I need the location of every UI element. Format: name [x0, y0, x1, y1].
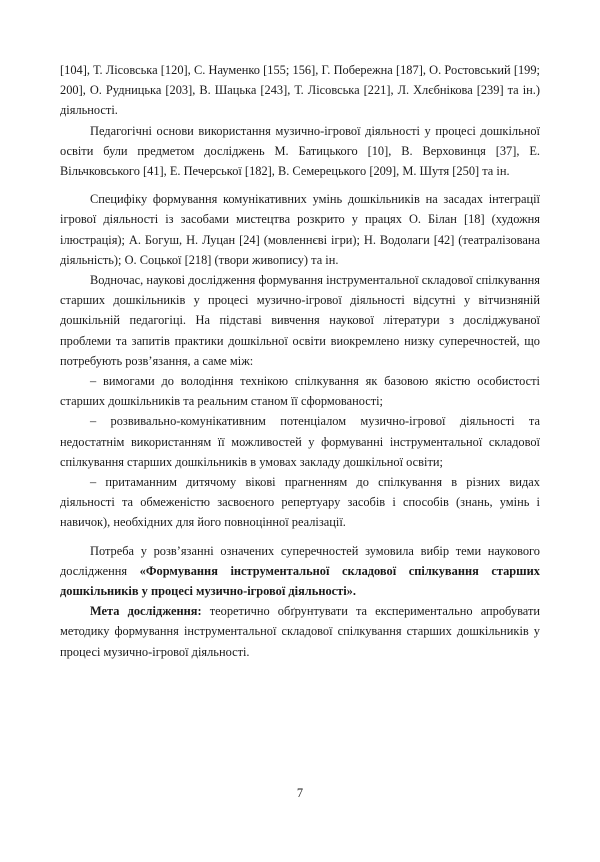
- paragraph-research-topic: [60, 541, 540, 602]
- research-topic-intro: Потреба у розв’язанні означених суперечностей зумовила вибір теми наукового дослідження: [60, 543, 540, 578]
- paragraph-pedagogical-foundations: Педагогічні основи використання музично-ігрової діяльності у процесі дошкільної освіти були предметом досліджень М. Батицького [10], В. Верховинця [37], Е. Вільчковського [41], Е. Печерської [182], В. Семерецького [209], М. Шутя [250] та ін.: [60, 123, 540, 179]
- document-page: [60, 60, 540, 662]
- page-number: 7: [296, 786, 304, 800]
- research-aim-text: теоретично обґрунтувати та експериментально апробувати методику формування інструментальної складової спілкування старших дошкільників у процесі музично-ігрової діяльності.: [60, 604, 540, 659]
- contradiction-item-2: – розвивально-комунікативним потенціалом музично-ігрової діяльності та недостатнім використанням її можливостей у формуванні інструментальної складової спілкування старших дошкільників в умовах закладу дошкільної освіти;: [60, 414, 540, 469]
- research-topic-title: «Формування інструментальної складової спілкування старших дошкільників у процесі музично-ігрової діяльності».: [60, 563, 540, 599]
- research-aim-label: Мета дослідження:: [90, 604, 202, 619]
- paragraph-research-aim: [60, 601, 540, 662]
- paragraph-communicative-skills: Специфіку формування комунікативних умінь дошкільників на засадах інтеграції ігрової діяльності із засобами мистецтва розкрито у працях О. Білан [18] (художня ілюстрація); А. Богуш, Н. Луцан [24] (мовленнєві ігри); Н. Водолаги [42] (театралізована діяльність); О. Соцької [218] (твори живопису) та ін.: [60, 192, 540, 267]
- contradiction-item-3: – притаманним дитячому віковi прагненням до спілкування в різних видах діяльності та обмеженістю засвоєного репертуару засобів і способів (знань, умінь і навичок), необхідних для його повноцінної реалізації.: [60, 475, 540, 530]
- paragraph-research-gap: Водночас, наукові дослідження формування інструментальної складової спілкування старших дошкільників у процесі музично-ігрової діяльності відсутні у вітчизняній дошкільній педагогіці. На підставі вивчення наукової літератури з досліджуваної проблеми та запитів практики дошкільної освіти виокремлено низку суперечностей, що потребують розв’язання, а саме між:: [60, 273, 540, 368]
- paragraph-references-continued: [104], Т. Лісовська [120], С. Науменко [155; 156], Г. Побережна [187], О. Ростовський [199; 200], О. Рудницька [203], В. Шацька [243], Т. Лісовська [221], Л. Хлєбнікова [239] та ін.) діяльності.: [60, 63, 540, 118]
- contradiction-item-1: – вимогами до володіння технікою спілкування як базовою якістю особистості старших дошкільників та реальним станом її сформованості;: [60, 374, 540, 409]
